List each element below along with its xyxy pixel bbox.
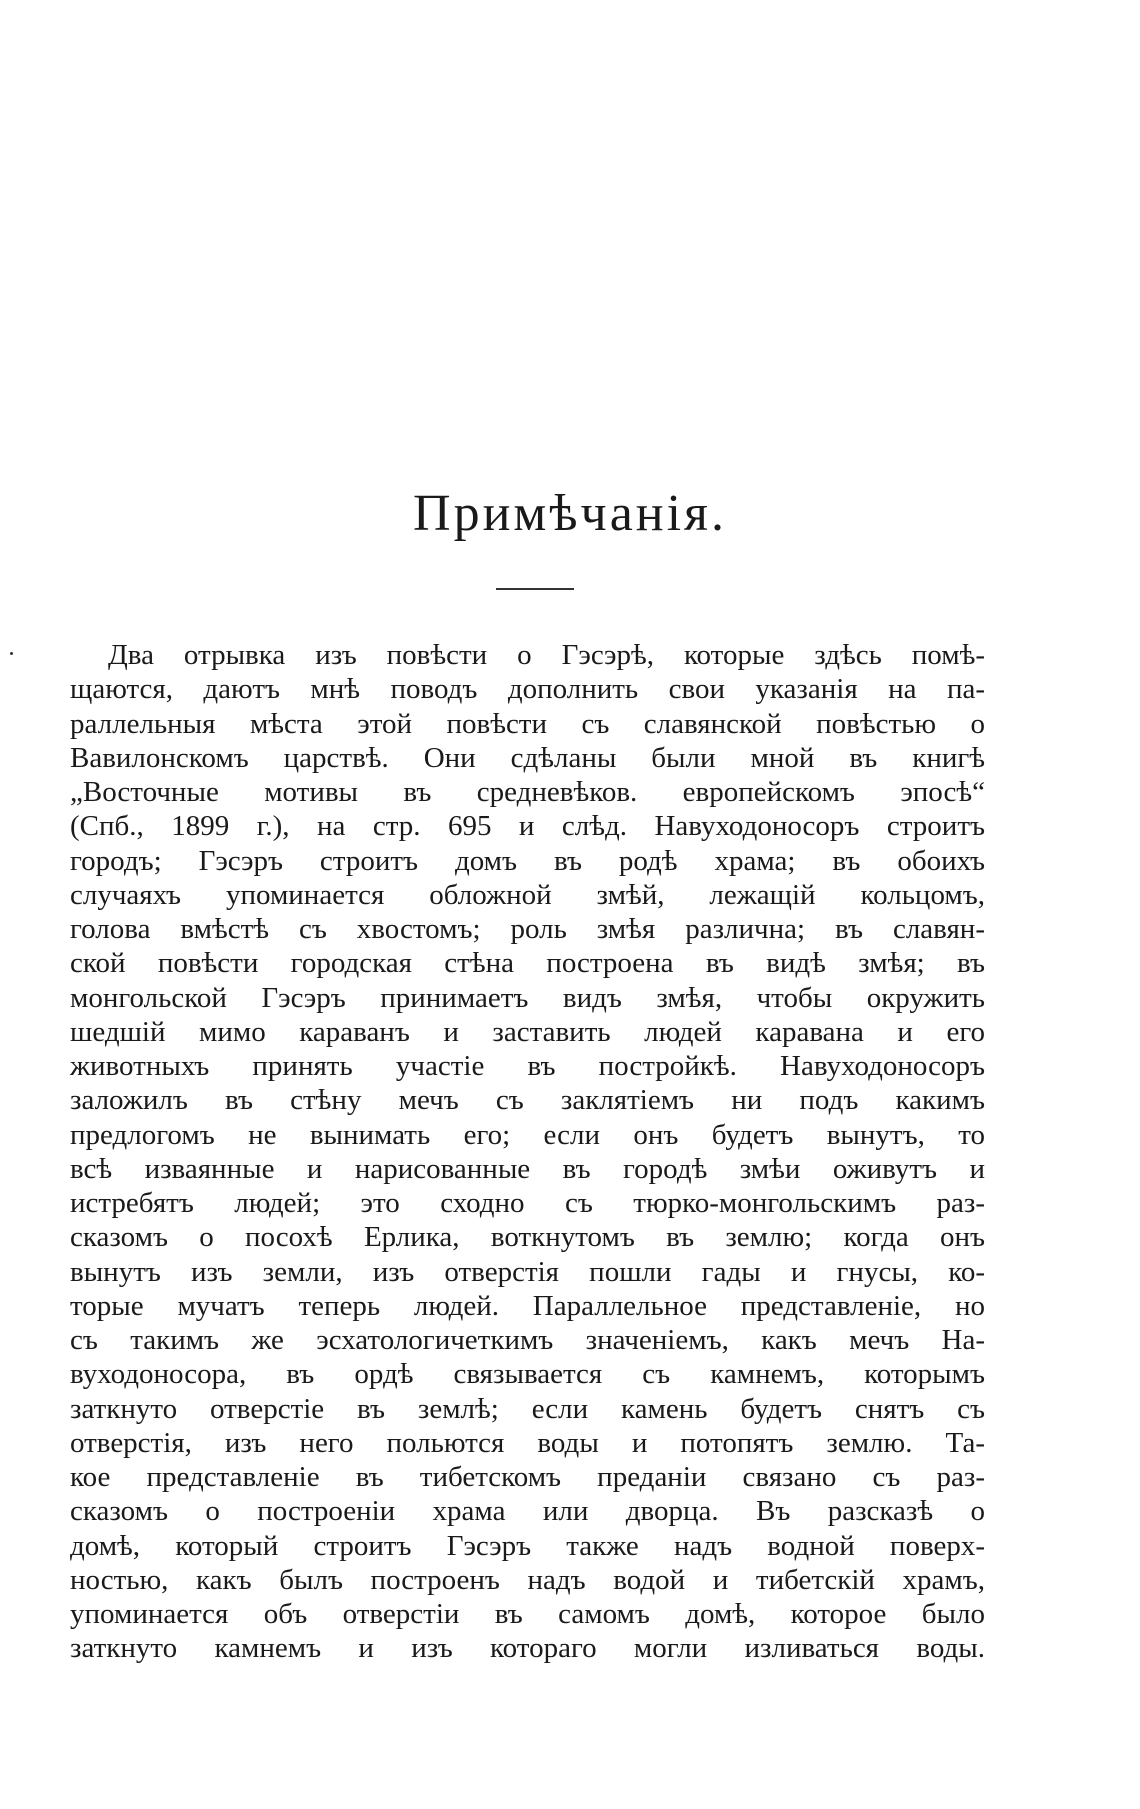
text-line: вынутъ изъ земли, изъ отверстія пошли гады и гнусы, ко- xyxy=(70,1255,985,1288)
text-line: всѣ изваянные и нарисованные въ городѣ змѣи оживутъ и xyxy=(70,1152,985,1185)
text-line: (Спб., 1899 г.), на стр. 695 и слѣд. Навуходоносоръ строитъ xyxy=(70,810,985,843)
text-line: домѣ, который строитъ Гэсэръ также надъ водной поверх- xyxy=(70,1529,985,1562)
text-line: Два отрывка изъ повѣсти о Гэсэрѣ, которые здѣсь помѣ- xyxy=(108,639,985,671)
text-line: сказомъ о посохѣ Ерлика, воткнутомъ въ землю; когда онъ xyxy=(70,1221,985,1254)
text-line: упоминается объ отверстіи въ самомъ домѣ, которое было xyxy=(70,1598,985,1630)
text-line: животныхъ принять участіе въ постройкѣ. Навуходоносоръ xyxy=(70,1050,985,1082)
text-line: щаются, даютъ мнѣ поводъ дополнить свои указанія на па- xyxy=(70,673,985,706)
text-line: раллельныя мѣста этой повѣсти съ славянской повѣстью о xyxy=(70,707,985,740)
text-line: истребятъ людей; это сходно съ тюрко-монгольскимъ раз- xyxy=(70,1187,985,1219)
text-line: монгольской Гэсэръ принимаетъ видъ змѣя, чтобы окружить xyxy=(70,981,985,1014)
text-line: вуходоносора, въ ордѣ связывается съ камнемъ, которымъ xyxy=(70,1358,985,1391)
text-line: заложилъ въ стѣну мечъ съ заклятіемъ ни подъ какимъ xyxy=(70,1084,985,1117)
text-line: заткнуто отверстіе въ землѣ; если камень будетъ снятъ съ xyxy=(70,1392,985,1425)
text-line: съ такимъ же эсхатологичеткимъ значеніемъ, какъ мечъ На- xyxy=(70,1324,985,1356)
text-line: торые мучатъ теперь людей. Параллельное представленіе, но xyxy=(70,1289,985,1322)
text-line: кое представленіе въ тибетскомъ преданіи связано съ раз- xyxy=(70,1461,985,1493)
text-line: городъ; Гэсэръ строитъ домъ въ родѣ храма; въ обоихъ xyxy=(70,844,985,877)
text-line: предлогомъ не вынимать его; если онъ будетъ вынутъ, то xyxy=(70,1118,985,1151)
title-divider xyxy=(496,588,574,590)
text-line: ской повѣсти городская стѣна построена въ видѣ змѣя; въ xyxy=(70,947,985,980)
text-line: случаяхъ упоминается обложной змѣй, лежащій кольцомъ, xyxy=(70,878,985,911)
text-line: „Восточные мотивы въ средневѣков. европейскомъ эпосѣ“ xyxy=(70,776,985,808)
text-line: сказомъ о построеніи храма или дворца. Въ разсказѣ о xyxy=(70,1495,985,1528)
text-line: ностью, какъ былъ построенъ надъ водой и тибетскій храмъ, xyxy=(70,1563,985,1596)
page-title: Примѣчанія. xyxy=(413,485,727,542)
text-line: голова вмѣстѣ съ хвостомъ; роль змѣя различна; въ славян- xyxy=(70,913,985,945)
text-line: заткнуто камнемъ и изъ котораго могли изливаться воды. xyxy=(70,1632,985,1665)
margin-speck xyxy=(10,652,13,655)
body-paragraph xyxy=(70,638,985,1666)
text-line: Вавилонскомъ царствѣ. Они сдѣланы были мной въ книгѣ xyxy=(70,741,985,774)
text-line: шедшій мимо караванъ и заставить людей каравана и его xyxy=(70,1015,985,1048)
text-line: отверстія, изъ него польются воды и потопятъ землю. Та- xyxy=(70,1426,985,1459)
